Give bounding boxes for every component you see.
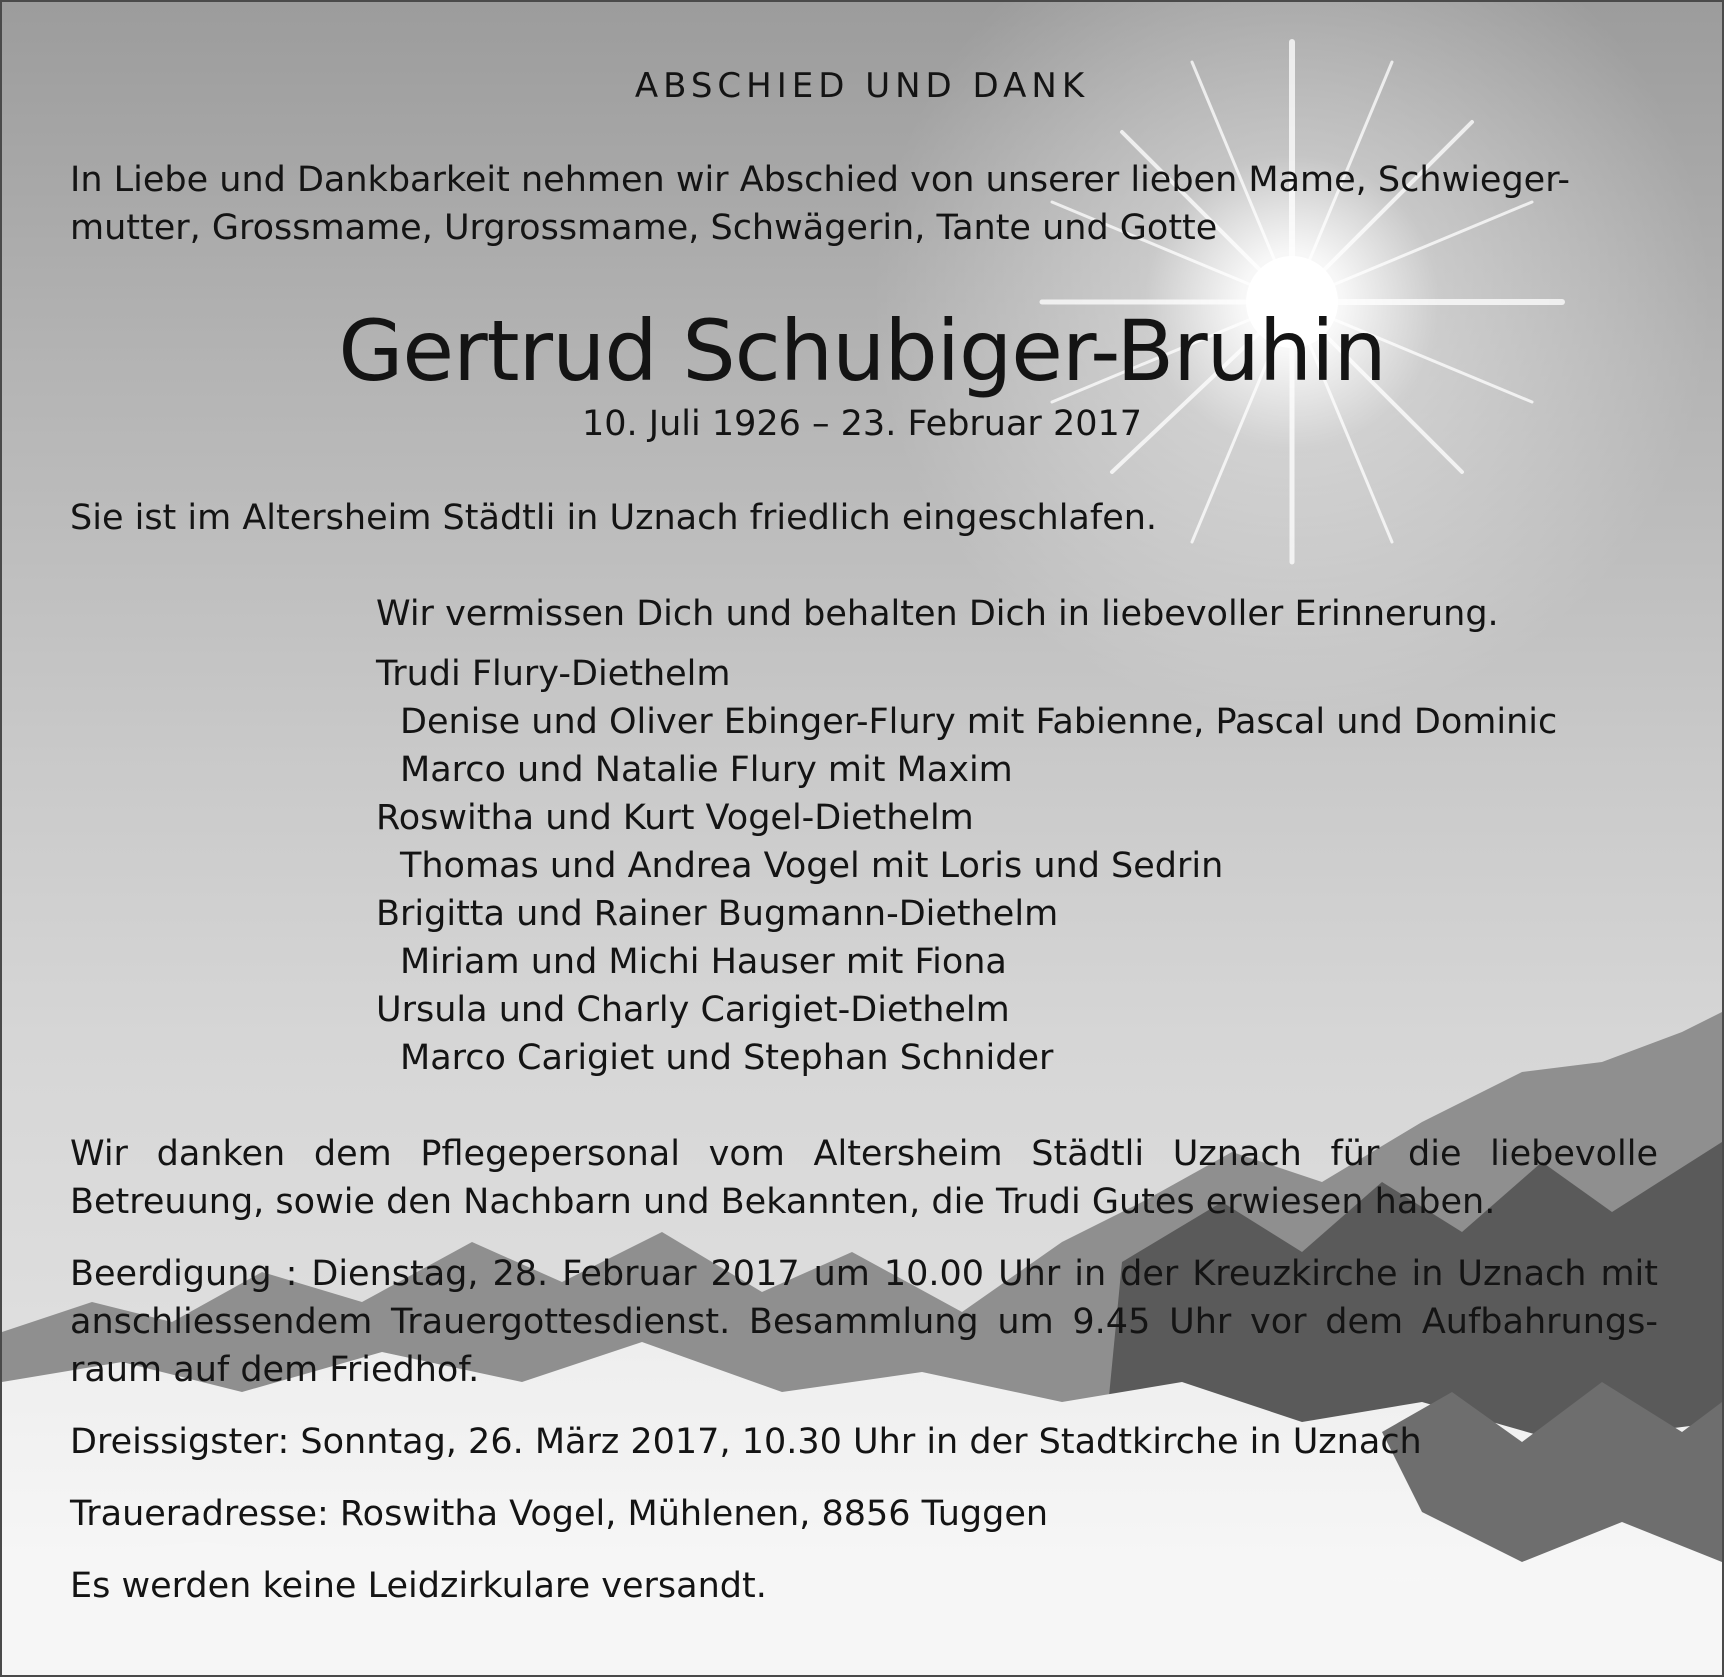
intro-line-2: mutter, Grossmame, Urgrossmame, Schwägerin, Tante und Gotte [70,208,1218,248]
notice-heading: ABSCHIED UND DANK [634,66,1090,106]
family-member: Ursula und Charly Carigiet-Diethelm [376,990,1010,1030]
funeral-line-3: raum auf dem Friedhof. [70,1350,480,1390]
family-member: Denise und Oliver Ebinger-Flury mit Fabienne, Pascal und Dominic [400,702,1558,742]
family-member: Marco Carigiet und Stephan Schnider [400,1038,1054,1078]
no-circulars-note: Es werden keine Leidzirkulare versandt. [70,1566,767,1606]
intro-line-1: In Liebe und Dankbarkeit nehmen wir Abschied von unserer lieben Mame, Schwieger- [70,160,1570,200]
mourning-address: Traueradresse: Roswitha Vogel, Mühlenen, 8856 Tuggen [70,1494,1049,1534]
family-member: Marco und Natalie Flury mit Maxim [400,750,1013,790]
life-dates: 10. Juli 1926 – 23. Februar 2017 [581,404,1143,444]
thirtieth-service: Dreissigster: Sonntag, 26. März 2017, 10.30 Uhr in der Stadtkirche in Uznach [70,1422,1422,1462]
family-member: Brigitta und Rainer Bugmann-Diethelm [376,894,1059,934]
family-member: Miriam und Michi Hauser mit Fiona [400,942,1007,982]
funeral-line-1: Beerdigung : Dienstag, 28. Februar 2017 um 10.00 Uhr in der Kreuzkirche in Uznach mit [70,1254,1658,1294]
thanks-line-2: Betreuung, sowie den Nachbarn und Bekannten, die Trudi Gutes erwiesen haben. [70,1182,1496,1222]
remembrance-line: Wir vermissen Dich und behalten Dich in liebevoller Erinnerung. [376,594,1499,634]
family-member: Trudi Flury-Diethelm [376,654,731,694]
funeral-line-2: anschliessendem Trauergottesdienst. Besammlung um 9.45 Uhr vor dem Aufbahrungs- [70,1302,1658,1342]
passing-statement: Sie ist im Altersheim Städtli in Uznach friedlich eingeschlafen. [70,498,1158,538]
thanks-line-1: Wir danken dem Pflegepersonal vom Altersheim Städtli Uznach für die liebevolle [70,1134,1658,1174]
family-member: Thomas und Andrea Vogel mit Loris und Sedrin [400,846,1224,886]
family-member: Roswitha und Kurt Vogel-Diethelm [376,798,974,838]
deceased-name: Gertrud Schubiger-Bruhin [338,302,1386,400]
